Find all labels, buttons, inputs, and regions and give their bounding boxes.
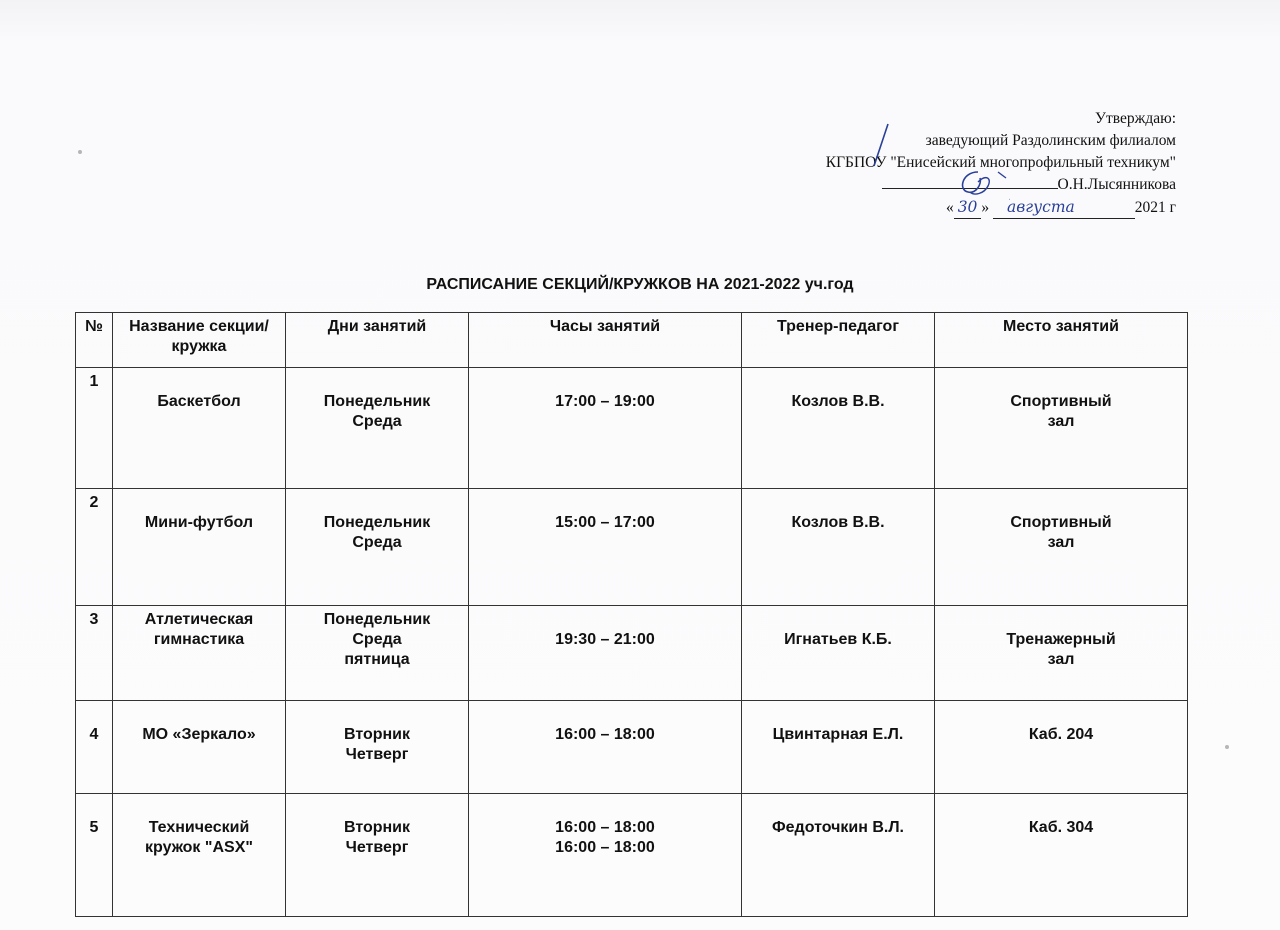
date-day: 30 (954, 196, 982, 219)
table-row (76, 701, 1188, 794)
approval-date (826, 196, 1176, 219)
section-hours: 17:00 – 19:00 (469, 368, 742, 489)
section-coach: Цвинтарная Е.Л. (742, 701, 935, 794)
header-days: Дни занятий (286, 313, 469, 368)
approval-signature-line (826, 174, 1176, 196)
section-days: Вторник Четверг (286, 701, 469, 794)
header-coach: Тренер-педагог (742, 313, 935, 368)
table-row (76, 489, 1188, 606)
row-number: 1 (76, 368, 113, 489)
section-hours: 16:00 – 18:00 (469, 701, 742, 794)
section-place: Каб. 304 (935, 794, 1188, 917)
section-hours: 15:00 – 17:00 (469, 489, 742, 606)
section-coach: Федоточкин В.Л. (742, 794, 935, 917)
table-header-row (76, 313, 1188, 368)
section-name: Атлетическая гимнастика (113, 606, 286, 701)
section-name: Баскетбол (113, 368, 286, 489)
row-number: 2 (76, 489, 113, 606)
section-days: Вторник Четверг (286, 794, 469, 917)
section-coach: Козлов В.В. (742, 489, 935, 606)
table-row (76, 794, 1188, 917)
approval-signer: О.Н.Лысянникова (1057, 176, 1176, 193)
header-number: № (76, 313, 113, 368)
approval-organization: КГБПОУ "Енисейский многопрофильный техникум" (825, 154, 1176, 171)
section-place: Спортивный зал (935, 489, 1188, 606)
section-place: Спортивный зал (935, 368, 1188, 489)
section-hours: 19:30 – 21:00 (469, 606, 742, 701)
section-coach: Игнатьев К.Б. (742, 606, 935, 701)
approval-block (826, 108, 1176, 219)
date-month: августа (993, 196, 1135, 219)
date-year: 2021 г (1134, 199, 1176, 216)
table-row (76, 368, 1188, 489)
date-close-quote: » (981, 199, 990, 216)
section-name: МО «Зеркало» (113, 701, 286, 794)
header-hours: Часы занятий (469, 313, 742, 368)
section-days: Понедельник Среда (286, 368, 469, 489)
section-name: Мини-футбол (113, 489, 286, 606)
row-number: 4 (76, 701, 113, 794)
section-name: Технический кружок "ASX" (113, 794, 286, 917)
section-days: Понедельник Среда (286, 489, 469, 606)
row-number: 3 (76, 606, 113, 701)
schedule-table (75, 312, 1188, 917)
section-days: Понедельник Среда пятница (286, 606, 469, 701)
scan-speck (78, 150, 82, 154)
section-place: Каб. 204 (935, 701, 1188, 794)
table-row (76, 606, 1188, 701)
header-place: Место занятий (935, 313, 1188, 368)
signature-underline (882, 174, 1022, 189)
section-hours: 16:00 – 18:00 16:00 – 18:00 (469, 794, 742, 917)
row-number: 5 (76, 794, 113, 917)
header-section-name: Название секции/кружка (113, 313, 286, 368)
section-coach: Козлов В.В. (742, 368, 935, 489)
section-place: Тренажерный зал (935, 606, 1188, 701)
approval-heading: Утверждаю: (1095, 110, 1176, 127)
approval-position: заведующий Раздолинским филиалом (925, 132, 1176, 149)
date-open-quote: « (945, 199, 954, 216)
scan-speck (1225, 745, 1229, 749)
document-title: РАСПИСАНИЕ СЕКЦИЙ/КРУЖКОВ НА 2021-2022 уч.год (426, 276, 854, 293)
